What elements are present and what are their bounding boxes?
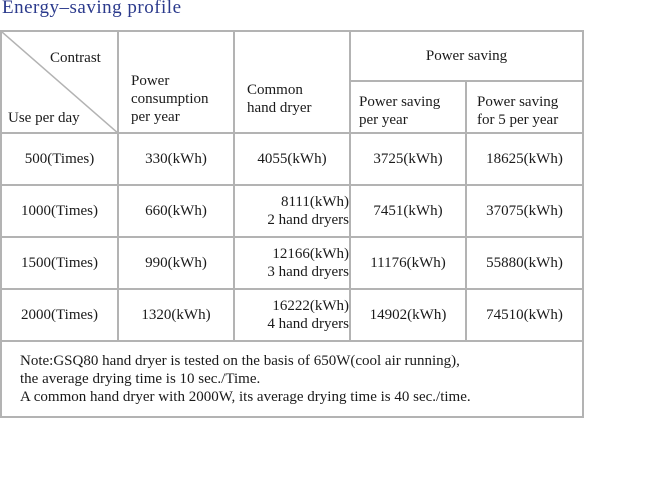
table-row: 500(Times) 330(kWh) 4055(kWh) 3725(kWh) 18625(kWh) <box>1 133 583 185</box>
table-row: 1500(Times) 990(kWh) 12166(kWh) 3 hand dryers 11176(kWh) 55880(kWh) <box>1 237 583 289</box>
table-row: 1000(Times) 660(kWh) 8111(kWh) 2 hand dryers 7451(kWh) 37075(kWh) <box>1 185 583 237</box>
saving-5-year-header: Power saving for 5 per year <box>466 81 583 133</box>
power-consumption-header: Power consumption per year <box>118 31 234 133</box>
saving-per-year-header: Power saving per year <box>350 81 466 133</box>
page-title: Energy–saving profile <box>2 0 182 18</box>
note-row <box>1 341 583 417</box>
energy-saving-table <box>0 30 584 418</box>
contrast-label: Contrast <box>50 50 101 66</box>
power-saving-header: Power saving <box>350 31 583 81</box>
common-hand-dryer-header: Common hand dryer <box>234 31 350 133</box>
diagonal-header-cell <box>1 31 118 133</box>
table-row: 2000(Times) 1320(kWh) 16222(kWh) 4 hand dryers 14902(kWh) 74510(kWh) <box>1 289 583 341</box>
note-text: Note:GSQ80 hand dryer is tested on the basis of 650W(cool air running), the average drying time is 10 sec./Time. A common hand dryer with 2000W, its average drying time is 40 sec./time. <box>1 341 583 417</box>
use-per-day-label: Use per day <box>8 110 80 126</box>
